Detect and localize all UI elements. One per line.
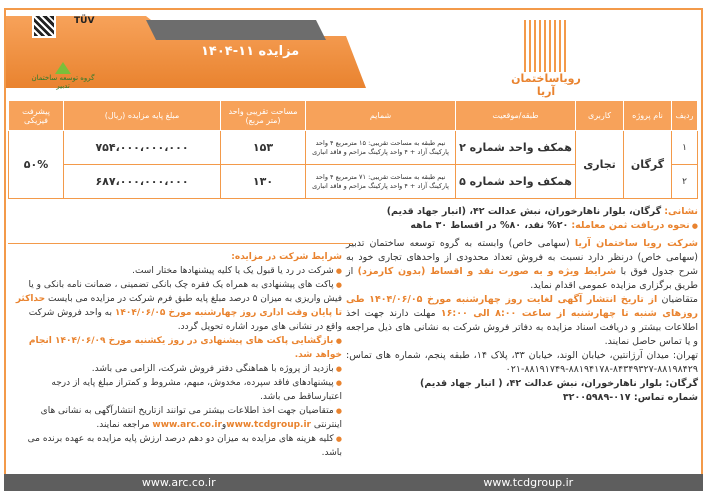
col-header: شمایم — [306, 101, 456, 131]
group-logo-text: گروه توسعه ساختمان تدبیر — [31, 74, 95, 90]
col-header: نام پروژه — [624, 101, 672, 131]
condition-item: ● کلیه هزینه های مزایده به میزان دو دهم درصد ارزش پایه مزایده به عهده برنده می باشد. — [12, 432, 342, 460]
condition-item: ● شرکت در رد یا قبول یک یا کلیه پیشنهادها مختار است. — [12, 264, 342, 278]
arc-link[interactable]: www.arc.co.ir — [152, 420, 222, 430]
brand-name: رویاساختمان آریا — [511, 72, 581, 98]
conditions-title: شرایط شرکت در مزایده: — [231, 252, 342, 262]
address-text: گرگان، بلوار ناهارخوران، نبش عدالت ۴۲، (انبار جهاد قدیم) — [386, 206, 662, 217]
base-price: ۶۸۷،۰۰۰،۰۰۰،۰۰۰ — [64, 165, 221, 199]
condition-text: پاکت های پیشنهادی به همراه یک فقره چک بانکی تضمینی ، ضمانت نامه بانکی و یا فیش واریزی به میزان ۵ درصد مبلغ پایه طبق فرم شرکت در مزایده می بایست — [28, 280, 342, 304]
condition-highlight: حداکثر تا پایان وقت اداری روز چهارشنبه مورخ ۱۴۰۴/۰۶/۰۵ — [15, 294, 342, 318]
payment-text: ۲۰% نقد، ۸۰% در اقساط ۳۰ ماهه — [410, 220, 569, 231]
project-name: گرگان — [624, 131, 672, 199]
building-icon — [524, 20, 568, 72]
extras: نیم طبقه به مساحت تقریبی: ۱۵ مترمربع ۴ واحد پارکینگ آزاد + ۴ واحد پارکینگ مزاحم و فاقد انباری — [306, 131, 456, 165]
payment-line — [346, 219, 698, 233]
group-logo — [28, 62, 98, 90]
address-label: نشانی: — [664, 206, 698, 217]
deadline-text: مهلت دارند جهت اخذ اطلاعات بیشتر و دریافت اسناد مزایده به دفاتر فروش شرکت به نشانی های ذیل مراجعه و یا تماس حاصل نمایند. — [346, 308, 698, 347]
deadline-text: متقاضیان — [661, 294, 698, 305]
extras: نیم طبقه به مساحت تقریبی: ۷۱ مترمربع ۴ واحد پارکینگ آزاد + ۴ واحد پارکینگ مزاحم و فاقد انباری — [306, 165, 456, 199]
intro-paragraph — [346, 237, 698, 293]
usage: تجاری — [576, 131, 624, 199]
condition-text: به واحد فروش شرکت واقع در نشانی های مورد اشاره تحویل گردد. — [28, 308, 342, 332]
condition-item — [12, 278, 342, 334]
condition-text: مراجعه نمایند. — [96, 420, 150, 430]
row-number: ۱ — [672, 131, 698, 165]
area: ۱۳۰ — [221, 165, 306, 199]
certification-badge: TÜV — [74, 16, 95, 26]
header — [6, 10, 701, 98]
tcdgroup-link[interactable]: www.tcdgroup.ir — [226, 420, 311, 430]
deadline-highlight: از تاریخ انتشار آگهی لغایت روز چهارشنبه مورخ ۱۴۰۴/۰۶/۰۵ طی روزهای شنبه تا چهارشنبه از ساعت ۸:۰۰ الی ۱۶:۰۰ — [346, 294, 698, 319]
condition-item — [12, 404, 342, 432]
banner-stripe — [146, 20, 326, 40]
condition-item: ● پیشنهادهای فاقد سپرده، مخدوش، مبهم، مشروط و کمتراز مبلغ پایه از درجه اعتبارساقط می باشد. — [12, 376, 342, 404]
col-header: ردیف — [672, 101, 698, 131]
divider — [8, 243, 353, 244]
payment-label: نحوه دریافت ثمن معامله: — [571, 220, 690, 231]
address-line — [346, 205, 698, 219]
location: همکف واحد شماره ۲ — [456, 131, 576, 165]
location: همکف واحد شماره ۵ — [456, 165, 576, 199]
table-row — [9, 131, 698, 165]
footer-arc-url[interactable]: www.arc.co.ir — [141, 476, 216, 489]
main-text — [346, 205, 698, 405]
intro-text: (سهامی خاص) وابسته به گروه توسعه ساختمان تدبیر (سهامی خاص) درنظر دارد نسبت به فروش تعداد محدودی از واحدهای تجاری خود به شرح جدول فوق با — [346, 238, 698, 277]
base-price: ۷۵۴،۰۰۰،۰۰۰،۰۰۰ — [64, 131, 221, 165]
brand-logo — [511, 20, 581, 98]
col-header: مبلغ پایه مزایده (ریال) — [64, 101, 221, 131]
condition-item: ● بازگشایی پاکت های پیشنهادی در روز یکشنبه مورخ ۱۴۰۴/۰۶/۰۹ انجام خواهد شد. — [12, 334, 342, 362]
footer — [4, 474, 703, 491]
conditions — [12, 250, 342, 460]
gorgan-address: گرگان: بلوار ناهارخوران، نبش عدالت ۴۲، ( انبار جهاد قدیم) — [420, 378, 698, 389]
tehran-contact: تهران: میدان آرژانتین، خیابان الوند، خیابان ۳۳، پلاک ۱۴، طبقه پنجم، شماره های تماس: ۸۸۱۹۸۴۲۹-۸۴۳۴۹۳۲۷-۸۸۱۹۴۱۷۸-۸۸۱۹۱۷۴۹-۰۲۱ — [346, 350, 699, 375]
row-number: ۲ — [672, 165, 698, 199]
triangle-logo-icon — [55, 62, 71, 74]
page-title: مزایده ۱۱-۱۴۰۴ — [201, 44, 300, 59]
intro-highlight: شرایط ویژه و به صورت نقد و اقساط (بدون کارمزد) — [357, 266, 617, 277]
col-header: طبقه/موقعیت — [456, 101, 576, 131]
footer-tcdgroup-url[interactable]: www.tcdgroup.ir — [483, 476, 574, 489]
intro-text: از طریق برگزاری مزایده عمومی اقدام نماید. — [346, 266, 698, 291]
col-header: پیشرفت فیزیکی — [9, 101, 64, 131]
col-header: مساحت تقریبی واحد (متر مربع) — [221, 101, 306, 131]
condition-text: متقاضیان جهت اخذ اطلاعات بیشتر می توانند ازتاریخ انتشارآگهی به نشانی های اینترنتی — [40, 406, 342, 430]
qr-code-icon — [32, 14, 56, 38]
company-name: شرکت رویا ساختمان آریا — [574, 238, 698, 249]
auction-table — [8, 100, 698, 199]
col-header: کاربری — [576, 101, 624, 131]
condition-item: ● بازدید از پروژه با هماهنگی دفتر فروش شرکت، الزامی می باشد. — [12, 362, 342, 376]
deadline-paragraph — [346, 293, 698, 349]
gorgan-phone: شماره تماس: ۰۱۷-۳۲۰۰۵۹۸۹ — [562, 392, 698, 403]
physical-progress: ۵۰% — [9, 131, 64, 199]
area: ۱۵۳ — [221, 131, 306, 165]
condition-text: و — [221, 420, 227, 430]
